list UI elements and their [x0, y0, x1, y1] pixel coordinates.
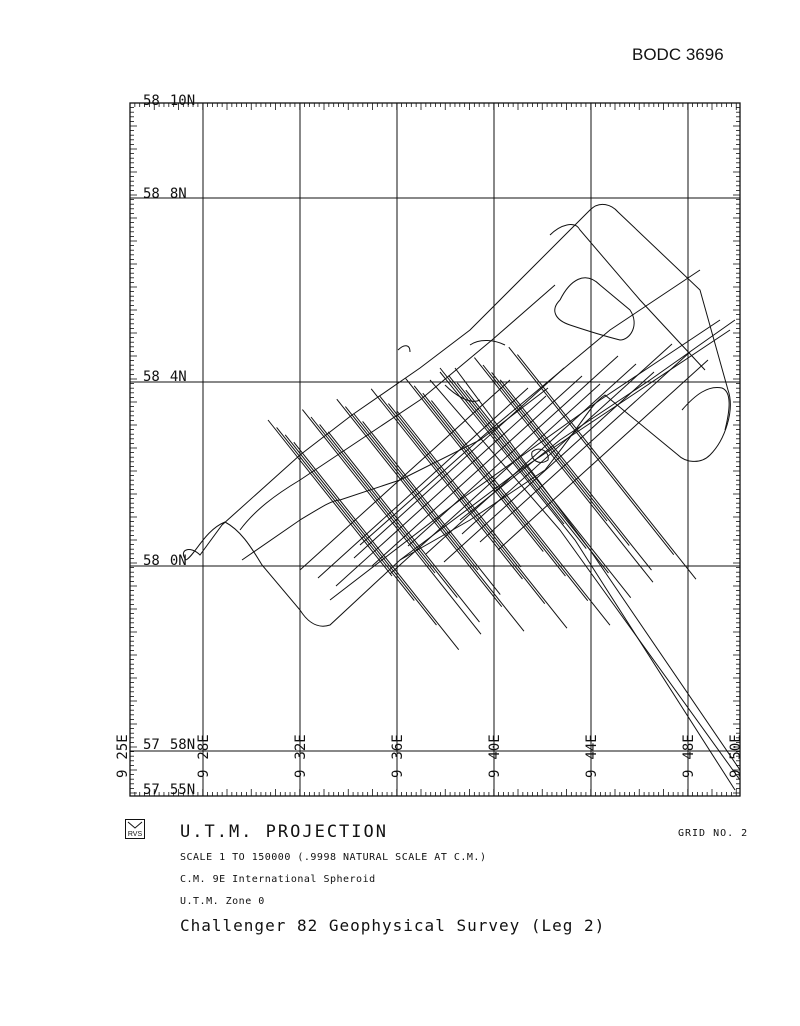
- survey-line: [408, 356, 618, 546]
- lon-label-9-44e: 944E: [584, 734, 600, 778]
- survey-track: [555, 278, 634, 340]
- utm-zone-line: U.T.M. Zone 0: [180, 896, 265, 907]
- lat-label-57-58n: 57 58N: [143, 737, 196, 753]
- lat-label-57-55n: 57 55N: [143, 782, 196, 798]
- survey-track: [550, 225, 705, 370]
- lat-label-58-10n: 58 10N: [143, 93, 196, 109]
- lon-label-9-50e: 950E: [728, 734, 744, 778]
- rvs-logo-text: RVS: [127, 831, 143, 838]
- projection-title: U.T.M. PROJECTION: [180, 822, 388, 842]
- lon-label-9-25e: 925E: [115, 734, 131, 778]
- longitude-labels: [115, 734, 744, 778]
- central-meridian-line: C.M. 9E International Spheroid: [180, 874, 376, 885]
- survey-title: Challenger 82 Geophysical Survey (Leg 2): [180, 916, 606, 935]
- survey-line: [328, 432, 479, 622]
- survey-line: [498, 360, 708, 550]
- survey-line: [397, 411, 521, 567]
- lat-label-58-8n: 58 8N: [143, 186, 187, 202]
- survey-track: [400, 330, 730, 560]
- survey-line: [354, 414, 478, 570]
- lon-label-9-28e: 928E: [196, 734, 212, 778]
- map-frame: [130, 103, 740, 796]
- survey-track: [682, 387, 729, 430]
- frame-ticks: [130, 103, 740, 796]
- ship-tracks: [183, 204, 740, 790]
- lon-label-9-48e: 948E: [681, 734, 697, 778]
- rvs-logo: [125, 819, 145, 839]
- scale-line: SCALE 1 TO 150000 (.9998 NATURAL SCALE AT C.M.): [180, 852, 487, 863]
- grid-number: GRID NO. 2: [678, 828, 749, 839]
- graticule: [130, 103, 740, 796]
- lat-label-58-4n: 58 4N: [143, 369, 187, 385]
- lon-label-9-32e: 932E: [293, 734, 309, 778]
- survey-line: [302, 410, 481, 635]
- survey-track: [398, 346, 410, 352]
- lon-label-9-40e: 940E: [487, 734, 503, 778]
- survey-line: [390, 384, 600, 574]
- survey-track: [242, 388, 548, 560]
- survey-line: [457, 383, 608, 573]
- survey-track: [330, 320, 720, 600]
- survey-line: [300, 380, 510, 570]
- survey-line: [423, 393, 588, 600]
- lon-label-9-36e: 936E: [390, 734, 406, 778]
- reference-code: BODC 3696: [632, 45, 724, 64]
- survey-track: [360, 270, 700, 545]
- latitude-labels: [143, 93, 195, 798]
- lat-label-58-0n: 58 0N: [143, 553, 187, 569]
- survey-track: [183, 204, 730, 626]
